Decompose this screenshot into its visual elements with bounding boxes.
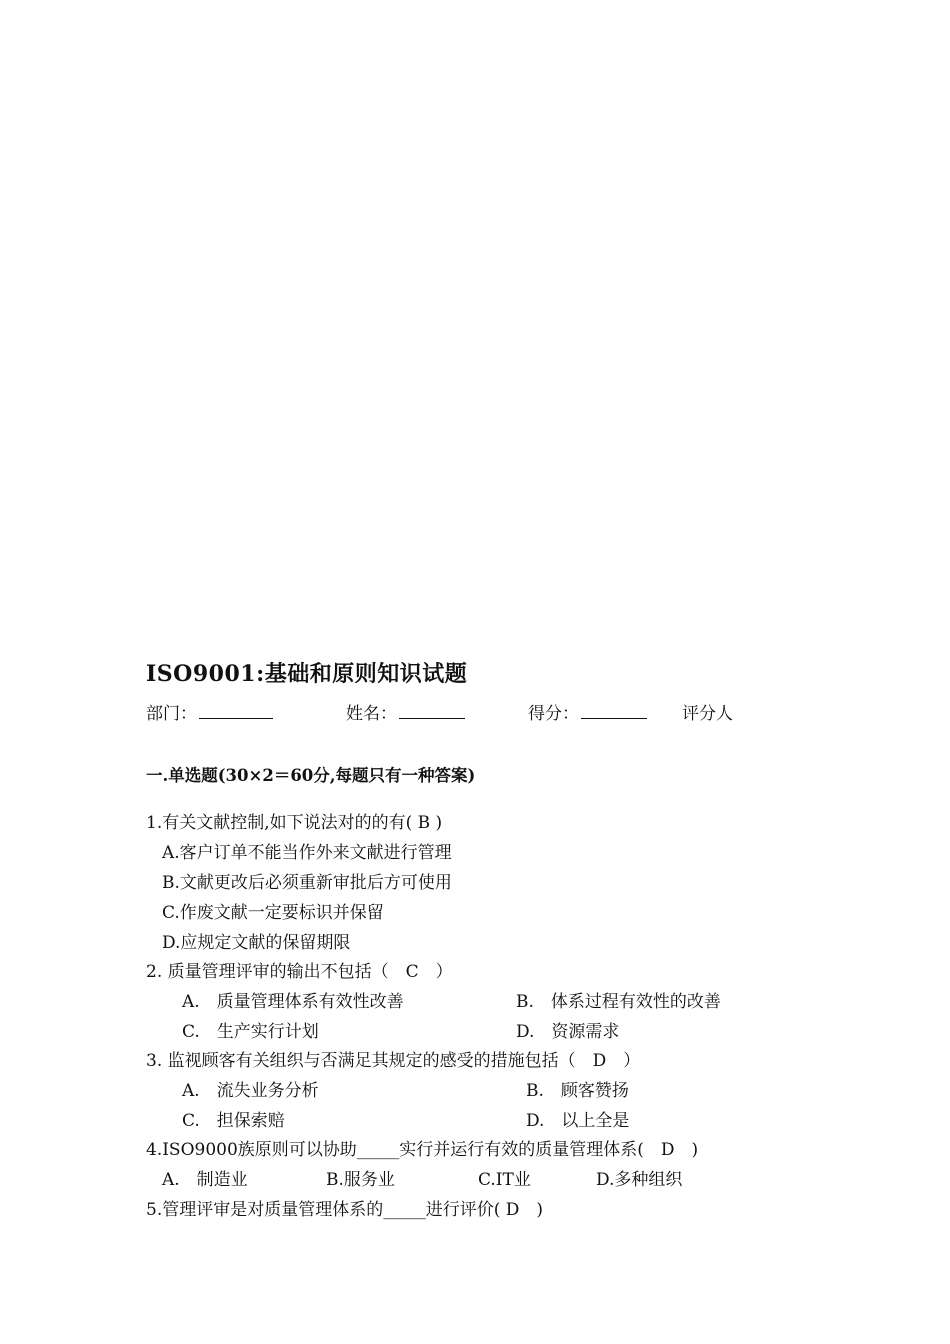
score-label: 得分： (528, 704, 579, 724)
grader-label: 评分人 (682, 704, 733, 724)
question-3-option-a: A. 流失业务分析 (182, 1081, 319, 1101)
question-4-option-b: B.服务业 (326, 1170, 395, 1190)
score-blank[interactable] (581, 702, 647, 719)
question-4-option-d: D.多种组织 (596, 1170, 683, 1190)
department-field (146, 699, 273, 724)
name-blank[interactable] (399, 702, 465, 719)
question-4-option-c: C.IT业 (478, 1170, 531, 1190)
question-1-stem: 1.有关文献控制,如下说法对的的有( B ) (146, 813, 443, 833)
question-2-option-b: B. 体系过程有效性的改善 (516, 992, 721, 1012)
question-1-option-d: D.应规定文献的保留期限 (162, 933, 351, 953)
question-3-option-b: B. 顾客赞扬 (526, 1081, 629, 1101)
question-2-option-d: D. 资源需求 (516, 1022, 620, 1042)
question-1-option-b: B.文献更改后必须重新审批后方可使用 (162, 873, 452, 893)
question-1-option-a: A.客户订单不能当作外来文献进行管理 (162, 843, 452, 863)
department-blank[interactable] (199, 702, 273, 719)
name-label: 姓名： (346, 704, 397, 724)
question-3-option-c: C. 担保索赔 (182, 1111, 285, 1131)
department-label: 部门： (146, 704, 197, 724)
section-heading: 一.单选题(30×2＝60分,每题只有一种答案) (146, 766, 476, 785)
question-4-option-a: A. 制造业 (162, 1170, 248, 1190)
question-2-option-c: C. 生产实行计划 (182, 1022, 319, 1042)
question-2-option-a: A. 质量管理体系有效性改善 (182, 992, 404, 1012)
question-1-option-c: C.作废文献一定要标识并保留 (162, 903, 384, 923)
question-2-stem: 2. 质量管理评审的输出不包括（ C ） (146, 962, 453, 982)
name-field (346, 699, 465, 724)
question-5-stem: 5.管理评审是对质量管理体系的_____进行评价( D ) (146, 1200, 544, 1220)
question-3-option-d: D. 以上全是 (526, 1111, 630, 1131)
score-field (528, 699, 647, 724)
question-4-stem: 4.ISO9000族原则可以协助_____实行并运行有效的质量管理体系( D ) (146, 1140, 699, 1160)
page-title: ISO9001:基础和原则知识试题 (146, 661, 468, 687)
question-3-stem: 3. 监视顾客有关组织与否满足其规定的感受的措施包括（ D ） (146, 1051, 641, 1071)
